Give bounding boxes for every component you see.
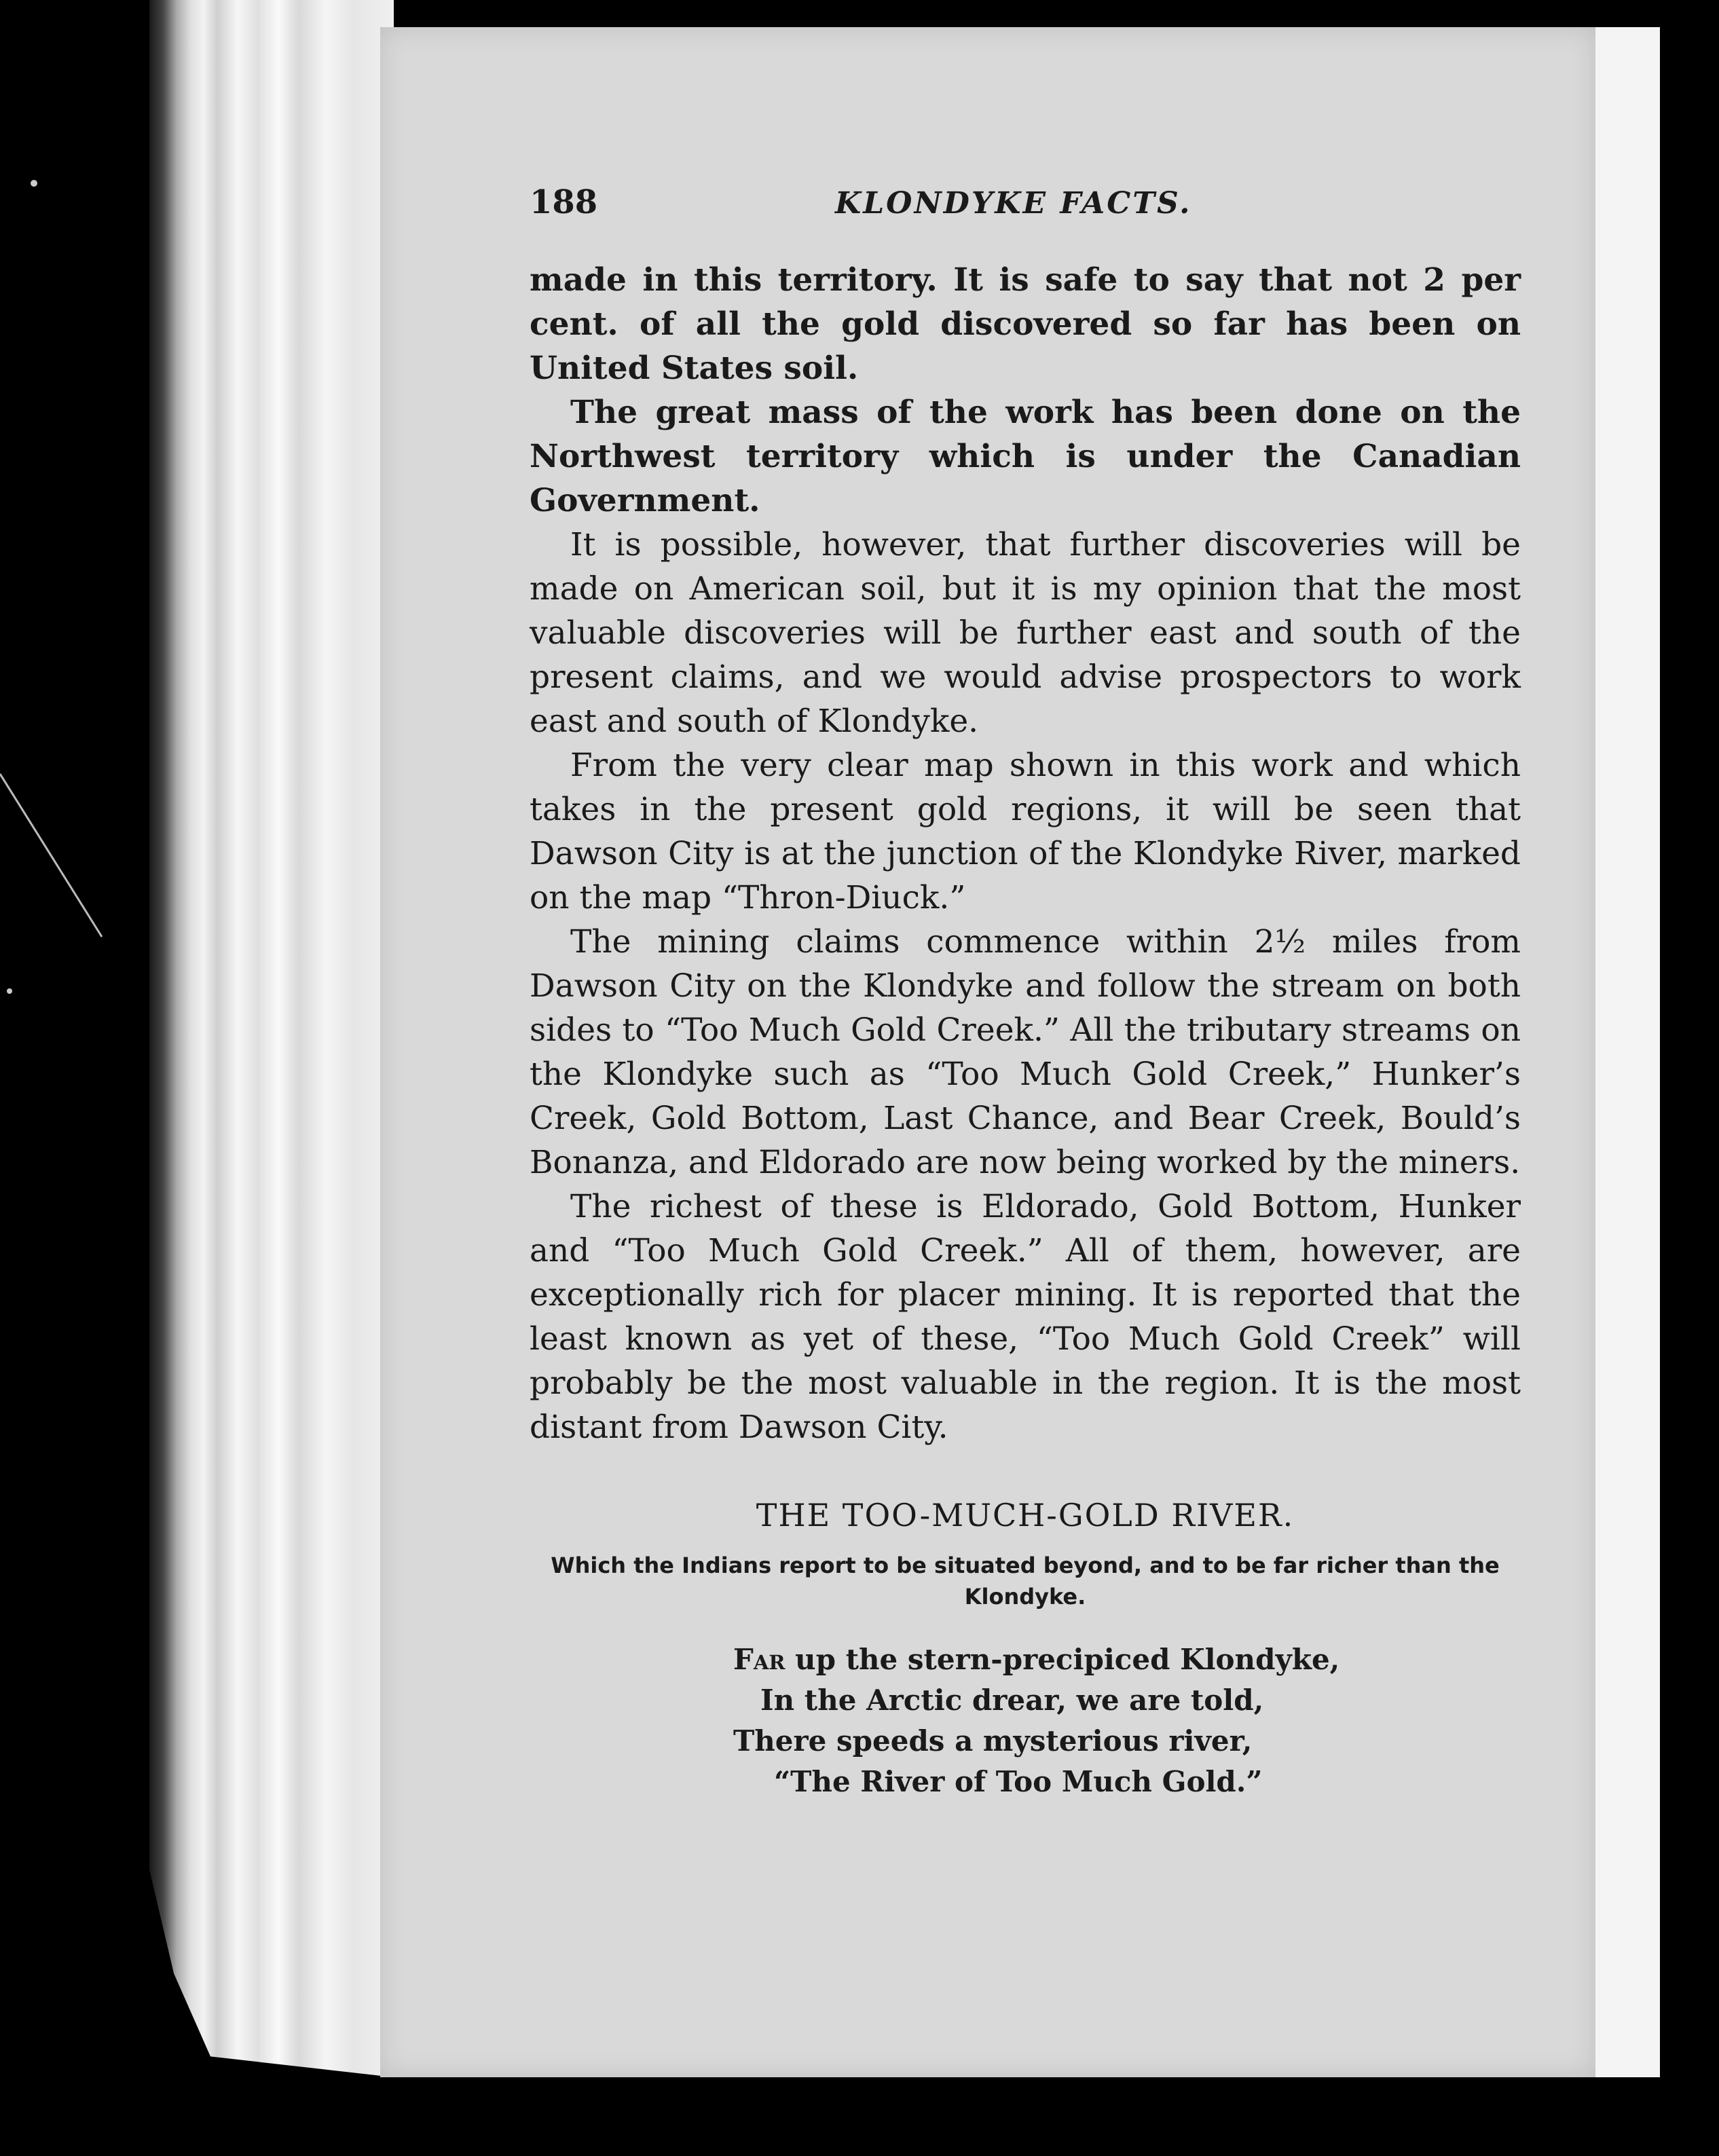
poem-first-word: Far <box>733 1643 785 1676</box>
poem <box>733 1639 1521 1802</box>
section-title: THE TOO-MUCH-GOLD RIVER. <box>756 1497 1295 1534</box>
poem-line-3: There speeds a mysterious river, <box>733 1724 1253 1758</box>
page-number: 188 <box>530 183 598 221</box>
paragraph-1: made in this territory. It is safe to say that not 2 per cent. of all the gold discovered so far has been on United States soil. <box>530 261 1521 387</box>
paragraph-4: From the very clear map shown in this work and which takes in the present gold regions, it will be seen that Dawson City is at the junction of the Klondyke River, marked on the map “Thron-Diuck.” <box>530 747 1521 916</box>
poem-line-1-rest: up the stern-precipiced Klondyke, <box>785 1643 1340 1676</box>
page-header <box>530 183 1521 244</box>
running-head: KLONDYKE FACTS. <box>835 186 1192 221</box>
book-page-edges <box>149 0 394 2077</box>
paragraph-6: The richest of these is Eldorado, Gold Bottom, Hunker and “Too Much Gold Creek.” All of them, however, are exceptionally rich for placer mining. It is reported that the least known as yet of these, “Too Much Gold Creek” will probably be the most valuable in the region. It is the most distant from Dawson City. <box>530 1188 1521 1446</box>
paragraph-3: It is possible, however, that further discoveries will be made on American soil, but it is my opinion that the most valuable discoveries will be further east and south of the present claims, and we would advise prospectors to work east and south of Klondyke. <box>530 526 1521 740</box>
paragraph-5: The mining claims commence within 2½ miles from Dawson City on the Klondyke and follow the stream on both sides to “Too Much Gold Creek.” All the tributary streams on the Klondyke such as “Too Much Gold Creek,” Hunker’s Creek, Gold Bottom, Last Chance, and Bear Creek, Bould’s Bonanza, and Eldorado are now being worked by the miners. <box>530 923 1521 1181</box>
poem-line-2: In the Arctic drear, we are told, <box>760 1684 1264 1717</box>
poem-line-4: “The River of Too Much Gold.” <box>774 1765 1263 1798</box>
scan-border-right <box>1660 0 1719 2156</box>
page-content <box>530 183 1521 1802</box>
page-margin-right <box>1595 27 1660 2077</box>
poem-line-1 <box>733 1639 1521 1680</box>
section-subtitle: Which the Indians report to be situated beyond, and to be far richer than the Klondyke. <box>551 1553 1500 1610</box>
paragraph-2: The great mass of the work has been done on the Northwest territory which is under the Canadian Government. <box>530 394 1521 519</box>
